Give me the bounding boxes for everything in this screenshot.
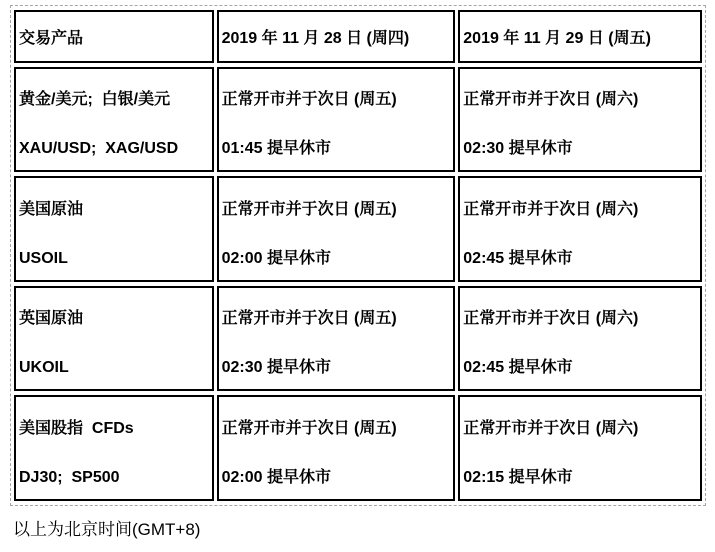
schedule-status: 正常开市并于次日 (周五) xyxy=(221,200,397,218)
table-row-us-indices xyxy=(14,395,702,501)
thursday-schedule-cell xyxy=(217,286,456,392)
product-cell xyxy=(14,176,214,282)
header-date-thursday: 2019 年 11 月 28 日 (周四) xyxy=(217,10,456,63)
table-row-gold-silver xyxy=(14,67,702,173)
early-close-time: 02:30 提早休市 xyxy=(221,359,331,377)
table-row-ukoil xyxy=(14,286,702,392)
schedule-status: 正常开市并于次日 (周六) xyxy=(463,310,639,328)
product-cell xyxy=(14,395,214,501)
product-cell xyxy=(14,286,214,392)
early-close-time: 02:45 提早休市 xyxy=(463,359,573,377)
schedule-status: 正常开市并于次日 (周五) xyxy=(221,91,397,109)
friday-schedule-cell xyxy=(458,286,702,392)
schedule-status: 正常开市并于次日 (周五) xyxy=(221,310,397,328)
thursday-schedule-cell xyxy=(217,395,456,501)
schedule-status: 正常开市并于次日 (周六) xyxy=(463,91,639,109)
market-hours-table xyxy=(11,6,705,505)
product-symbols: UKOIL xyxy=(19,359,69,377)
friday-schedule-cell xyxy=(458,176,702,282)
timezone-note: 以上为北京时间(GMT+8) xyxy=(13,520,201,539)
thursday-schedule-cell xyxy=(217,176,456,282)
header-date-friday: 2019 年 11 月 29 日 (周五) xyxy=(458,10,702,63)
schedule-status: 正常开市并于次日 (周六) xyxy=(463,200,639,218)
table-header-row xyxy=(14,10,702,63)
schedule-status: 正常开市并于次日 (周五) xyxy=(221,419,397,437)
thursday-schedule-cell xyxy=(217,67,456,173)
product-cell xyxy=(14,67,214,173)
product-name: 美国股指 CFDs xyxy=(19,419,134,437)
market-hours-table-container xyxy=(10,5,706,506)
friday-schedule-cell xyxy=(458,67,702,173)
product-symbols: XAU/USD; XAG/USD xyxy=(19,140,179,158)
early-close-time: 02:30 提早休市 xyxy=(463,140,573,158)
product-name: 英国原油 xyxy=(19,310,84,328)
product-name: 黄金/美元; 白银/美元 xyxy=(19,91,171,109)
early-close-time: 01:45 提早休市 xyxy=(221,140,331,158)
header-product: 交易产品 xyxy=(14,10,214,63)
friday-schedule-cell xyxy=(458,395,702,501)
schedule-status: 正常开市并于次日 (周六) xyxy=(463,419,639,437)
early-close-time: 02:00 提早休市 xyxy=(221,468,331,486)
table-row-usoil xyxy=(14,176,702,282)
product-name: 美国原油 xyxy=(19,200,84,218)
early-close-time: 02:00 提早休市 xyxy=(221,249,331,267)
early-close-time: 02:45 提早休市 xyxy=(463,249,573,267)
product-symbols: USOIL xyxy=(19,249,68,267)
product-symbols: DJ30; SP500 xyxy=(19,468,120,486)
early-close-time: 02:15 提早休市 xyxy=(463,468,573,486)
